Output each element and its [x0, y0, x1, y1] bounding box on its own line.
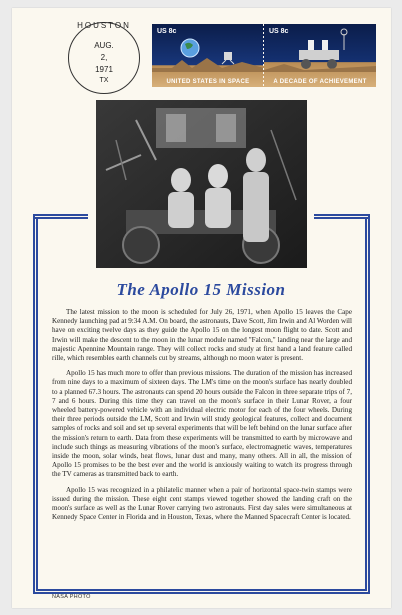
paragraph: Apollo 15 has much more to offer than previous missions. The duration of the mission has increased from nine days to a maximum of sixteen days. The LM's time on the moon's surface has nearly doubled to a planned 67.3 hours. The astronauts can spend 20 hours outside the Falcon in three separate trips of 7, 7 and 6 hours. During this time they can travel on the moon's surface in their Lunar Rover, a four wheeled battery-powered vehicle with an individual electric motor for each of the four wheels. During their three periods outside the LM, Scott and Irwin will study geological features, collect and document samples of rocks and soil and set up several experiments that will be left behind on the lunar surface after the mission's return to earth. Data from these experiments will be transmitted to earth by microwave and include such things as measuring vibrations of the moon's surface, electromagnetic waves, temperatures inside the moon, solar winds, heat flows, lunar dust and many, many others. All in all, the mission of Apollo 15 promises to be the best ever and the world is anxiously waiting to watch its progress through the TV cameras as transmitted back to earth.	[52, 369, 352, 479]
frame-top-right-inner	[314, 217, 370, 219]
astronauts-photo	[96, 100, 307, 268]
stamp-caption: A DECADE OF ACHIEVEMENT	[273, 79, 367, 85]
frame-top-left	[33, 214, 88, 216]
postmark-city: HOUSTON	[77, 21, 131, 30]
stamp-decade-of-achievement	[264, 24, 376, 87]
stamp-caption: UNITED STATES IN SPACE	[166, 79, 250, 85]
frame-left-inner	[36, 217, 38, 591]
stamp-denomination: US 8c	[269, 28, 289, 35]
postmark-day: 2,	[100, 53, 108, 62]
astronauts-photo-illustration	[96, 100, 307, 268]
stamp-united-states-in-space	[152, 24, 264, 87]
postmark-state: TX	[99, 77, 109, 84]
photo-credit: NASA PHOTO	[52, 594, 91, 600]
article-body	[52, 308, 352, 528]
page-title: The Apollo 15 Mission	[116, 280, 286, 299]
frame-bottom-inner	[36, 589, 367, 591]
postmark	[68, 22, 140, 94]
frame-top-right	[314, 214, 370, 216]
postmark-month: AUG.	[94, 41, 114, 50]
paragraph: Apollo 15 was recognized in a philatelic manner when a pair of horizontal space-twin stamps were issued during the mission. These eight cent stamps viewed together showed the landing craft on the moon's surface as well as the Lunar Rover carrying two astronauts. First day sales were simultaneous at Kennedy Space Center in Florida and in Houston, Texas, where the Manned Spacecraft Center is located.	[52, 485, 352, 522]
frame-right-inner	[365, 217, 367, 591]
postmark-year: 1971	[95, 65, 113, 74]
frame-right	[368, 214, 370, 594]
frame-left	[33, 214, 35, 594]
paragraph: The latest mission to the moon is scheduled for July 26, 1971, when Apollo 15 leaves the Cape Kennedy launching pad at 9:34 A.M. On board, the astronauts, Dave Scott, Jim Irwin and Al Worden will have on exciting twelve days as they guide the Apollo 15 on the longest moon flight to date. Scott and Irwin will make the descent to the moon in the lunar module named "Falcon," landing near the large and majestic Apennine Mountain range. They will collect rocks and study at first hand a land feature called rille, which resembles earth channels cut by streams, although no moon water is present.	[52, 308, 352, 363]
stamp-pair	[152, 24, 376, 87]
stamp-denomination: US 8c	[157, 28, 177, 35]
frame-top-left-inner	[33, 217, 88, 219]
